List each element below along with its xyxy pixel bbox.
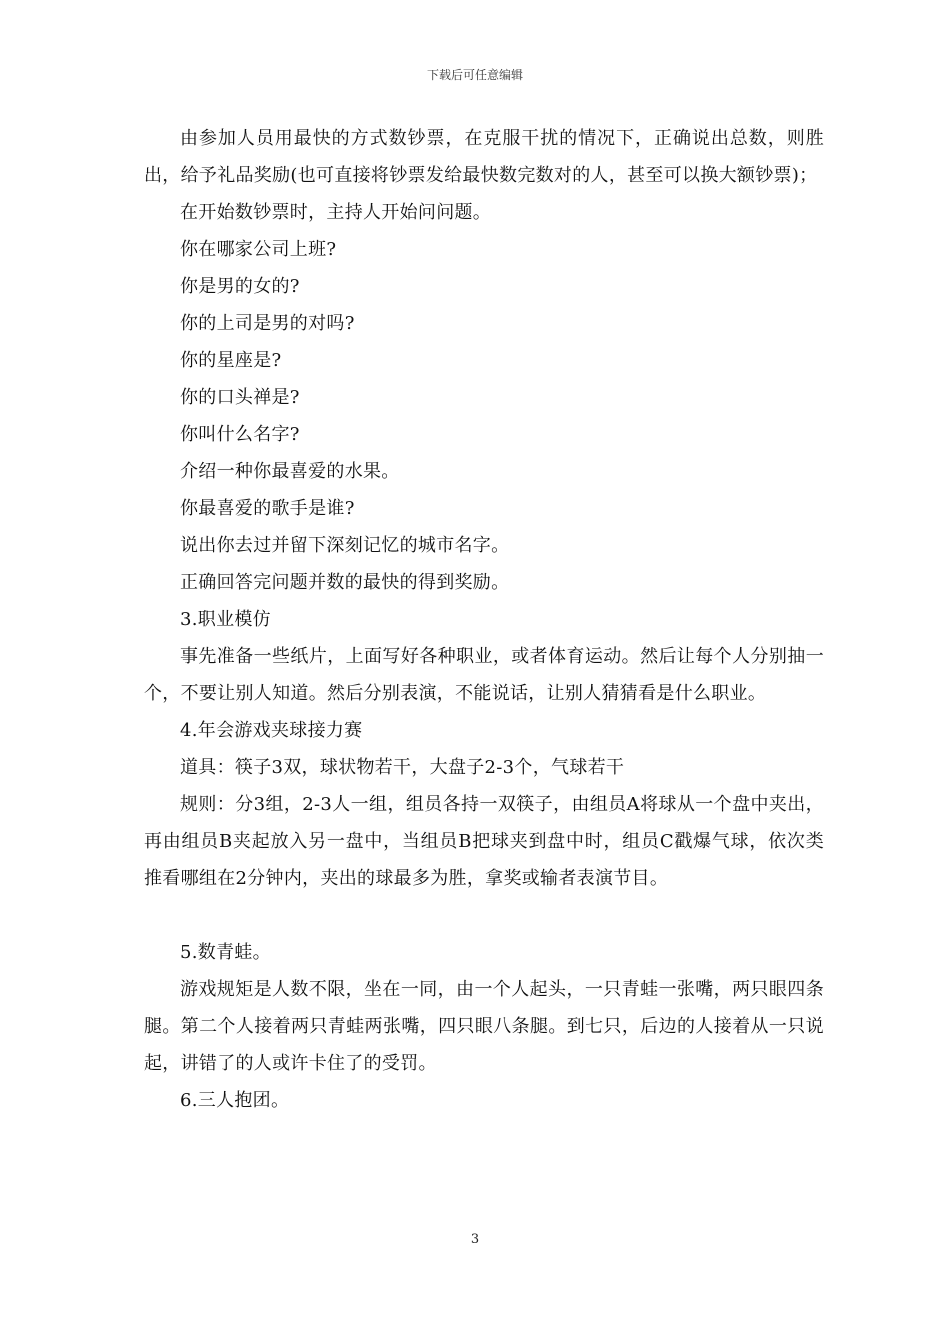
paragraph-frog-game: 游戏规矩是人数不限，坐在一同，由一个人起头，一只青蛙一张嘴，两只眼四条腿。第二个人接着两只青蛙两张嘴，四只眼八条腿。到七只，后边的人接着从一只说起，讲错了的人或许卡住了的受罚。 xyxy=(144,979,824,1074)
question-company: 你在哪家公司上班? xyxy=(180,239,337,260)
question-zodiac: 你的星座是? xyxy=(180,350,282,371)
blank-line xyxy=(144,897,824,934)
question-fruit: 介绍一种你最喜爱的水果。 xyxy=(180,461,400,482)
section-heading-3: 3.职业模仿 xyxy=(180,609,271,630)
document-body xyxy=(144,120,824,1119)
paragraph-rules: 规则：分3组，2-3人一组，组员各持一双筷子，由组员A将球从一个盘中夹出，再由组员B夹起放入另一盘中，当组员B把球夹到盘中时，组员C戳爆气球，依次类推看哪组在2分钟内，夹出的球最多为胜，拿奖或输者表演节目。 xyxy=(144,794,824,889)
section-heading-6: 6.三人抱团。 xyxy=(180,1090,290,1111)
page-number: 3 xyxy=(470,1232,480,1247)
paragraph-host-questions: 在开始数钞票时，主持人开始问问题。 xyxy=(180,202,492,223)
question-catchphrase: 你的口头禅是? xyxy=(180,387,300,408)
paragraph-job-imitation: 事先准备一些纸片，上面写好各种职业，或者体育运动。然后让每个人分别抽一个，不要让别人知道。然后分别表演，不能说话，让别人猜猜看是什么职业。 xyxy=(144,646,824,704)
paragraph-reward: 正确回答完问题并数的最快的得到奖励。 xyxy=(180,572,510,593)
paragraph-intro: 由参加人员用最快的方式数钞票，在克服干扰的情况下，正确说出总数，则胜出，给予礼品奖励(也可直接将钞票发给最快数完数对的人，甚至可以换大额钞票)； xyxy=(144,128,824,186)
section-heading-5: 5.数青蛙。 xyxy=(180,942,271,963)
section-heading-4: 4.年会游戏夹球接力赛 xyxy=(180,720,363,741)
question-name: 你叫什么名字? xyxy=(180,424,300,445)
question-city: 说出你去过并留下深刻记忆的城市名字。 xyxy=(180,535,510,556)
question-singer: 你最喜爱的歌手是谁? xyxy=(180,498,355,519)
paragraph-props: 道具：筷子3双，球状物若干，大盘子2-3个，气球若干 xyxy=(180,757,625,778)
page-header: 下载后可任意编辑 xyxy=(426,68,523,82)
question-boss: 你的上司是男的对吗? xyxy=(180,313,355,334)
question-gender: 你是男的女的? xyxy=(180,276,300,297)
